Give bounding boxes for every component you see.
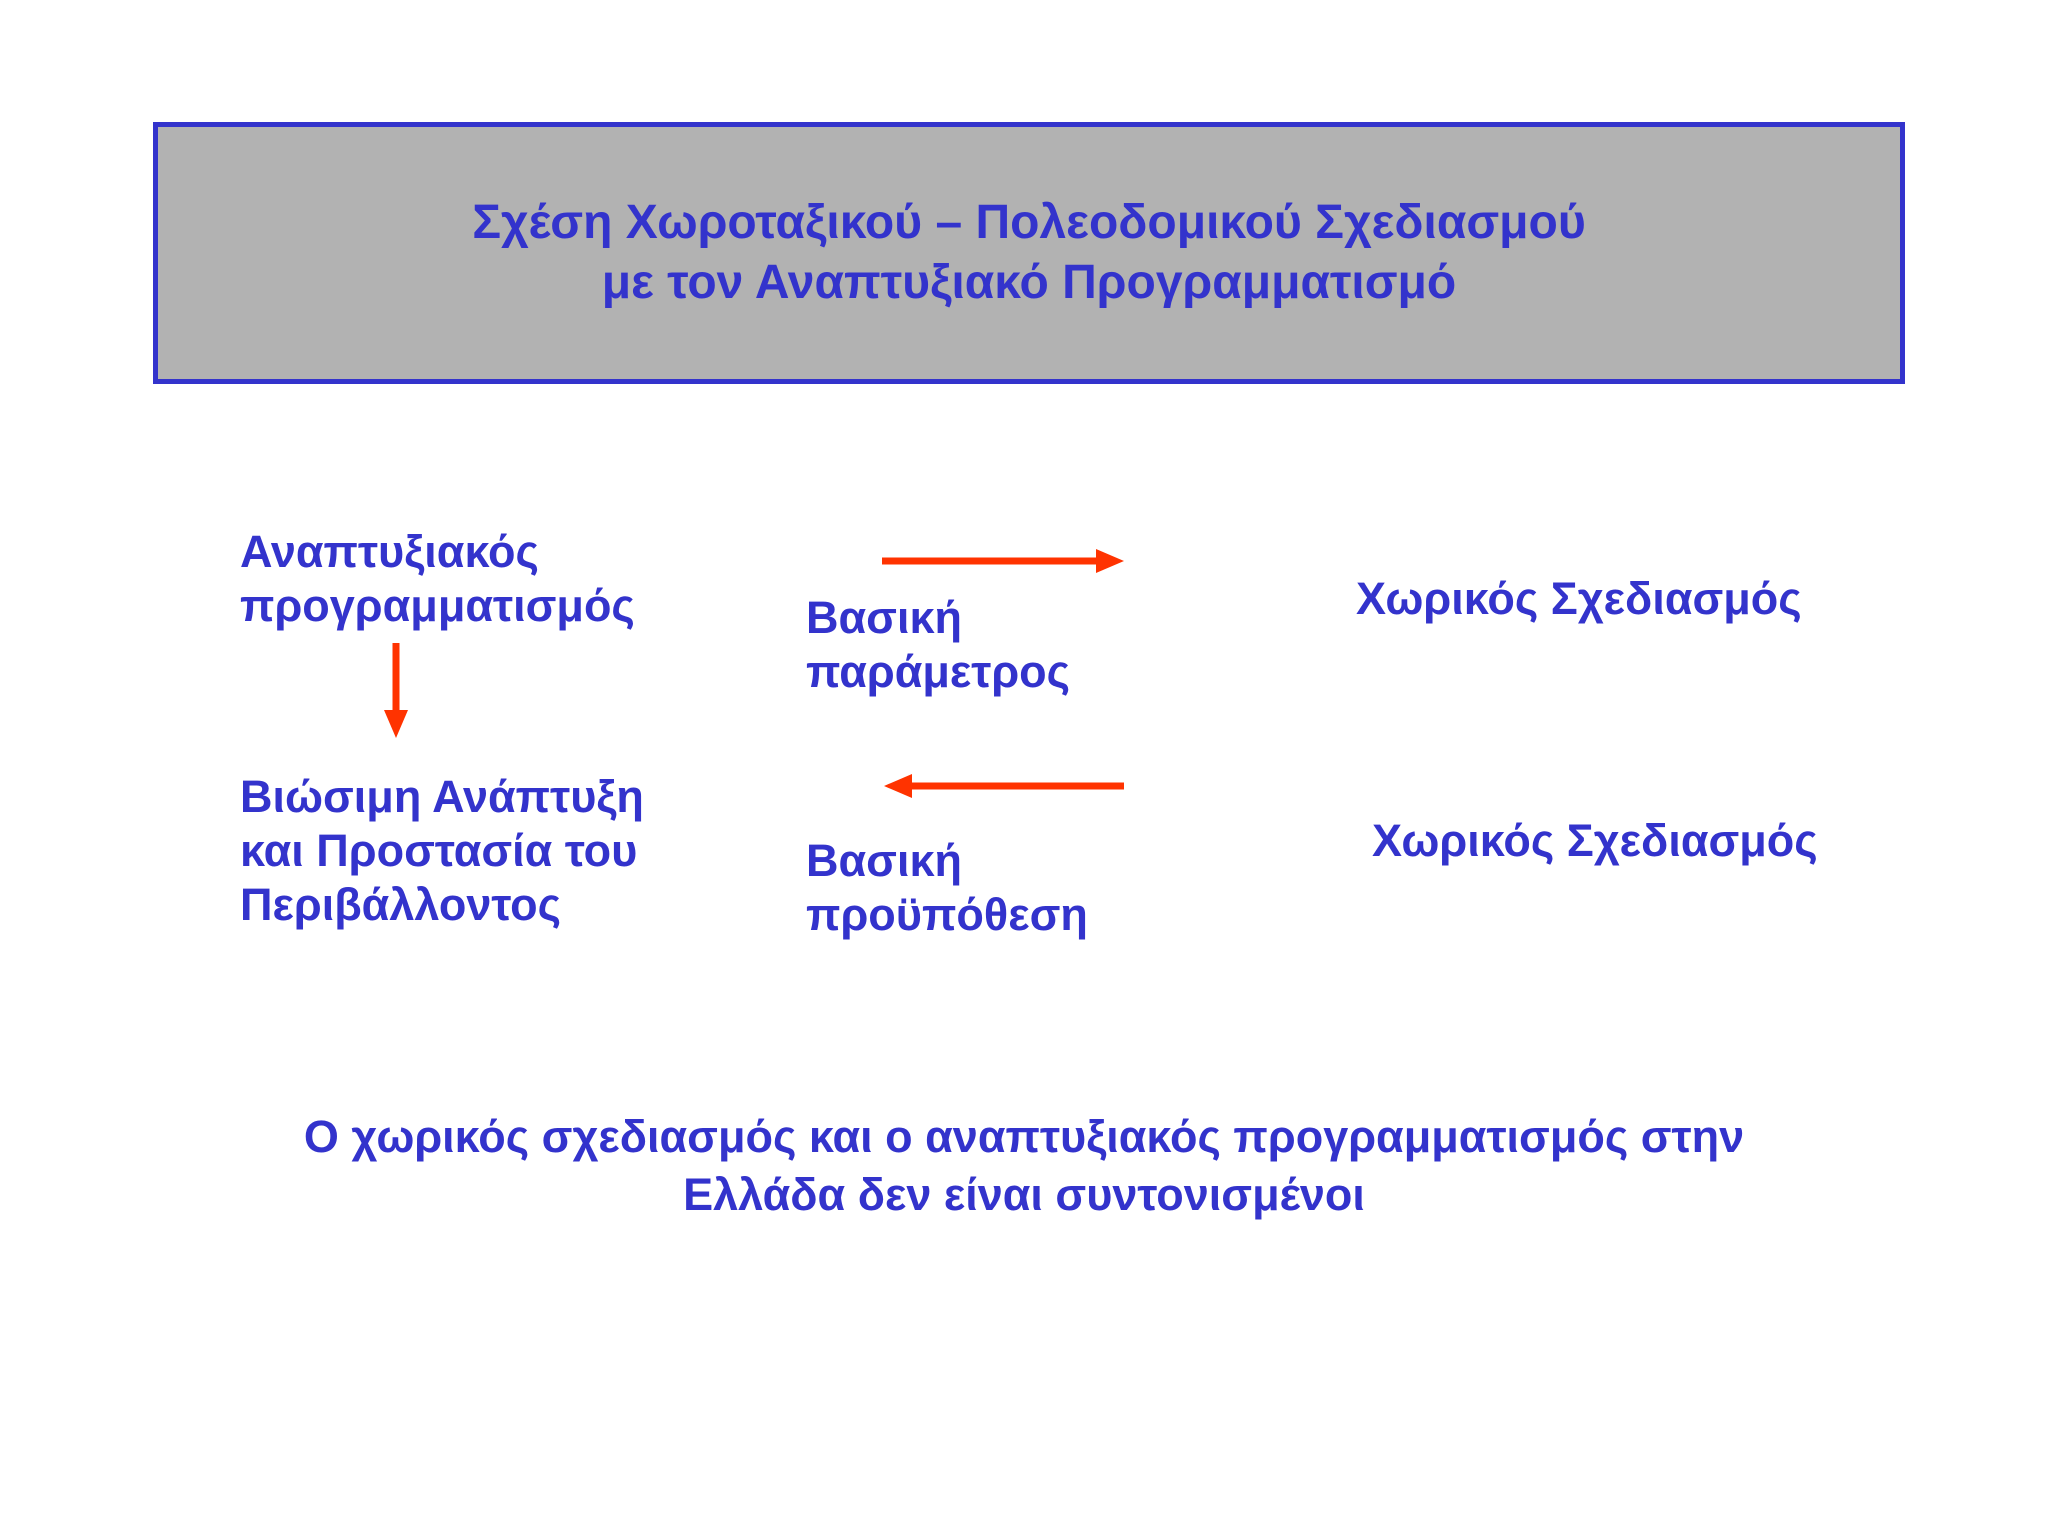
title-line-1: Σχέση Χωροταξικού – Πολεοδομικού Σχεδιασμού bbox=[472, 196, 1586, 249]
sustainable-line-2: και Προστασία του bbox=[240, 825, 638, 876]
parameter-line-1: Βασική bbox=[806, 592, 963, 643]
title-box bbox=[153, 122, 1905, 384]
arrow-down bbox=[384, 643, 408, 738]
spatial-planning-bottom: Χωρικός Σχεδιασμός bbox=[1372, 815, 1818, 866]
footer-statement bbox=[0, 1108, 2048, 1224]
title-line-2: με τον Αναπτυξιακό Προγραμματισμό bbox=[601, 256, 1457, 309]
arrow-left-head bbox=[884, 774, 912, 798]
arrow-right-head bbox=[1096, 549, 1124, 573]
arrow-right bbox=[882, 549, 1124, 573]
footer-line-1: Ο χωρικός σχεδιασμός και ο αναπτυξιακός προγραμματισμός στην bbox=[303, 1111, 1745, 1162]
sustainable-line-1: Βιώσιμη Ανάπτυξη bbox=[240, 771, 644, 822]
sustainable-line-3: Περιβάλλοντος bbox=[240, 879, 562, 930]
development-line-1: Αναπτυξιακός bbox=[240, 526, 539, 577]
development-planning-label bbox=[240, 525, 635, 633]
arrow-left bbox=[884, 774, 1124, 798]
parameter-line-2: παράμετρος bbox=[806, 646, 1071, 697]
spatial-planning-top: Χωρικός Σχεδιασμός bbox=[1356, 573, 1802, 624]
precondition-line-1: Βασική bbox=[806, 835, 963, 886]
sustainable-development-label bbox=[240, 770, 644, 932]
basic-parameter-label bbox=[806, 591, 1070, 699]
basic-precondition-label bbox=[806, 834, 1088, 942]
precondition-line-2: προϋπόθεση bbox=[806, 889, 1088, 940]
arrow-down-head bbox=[384, 710, 408, 738]
development-line-2: προγραμματισμός bbox=[240, 580, 635, 631]
footer-line-2: Ελλάδα δεν είναι συντονισμένοι bbox=[683, 1169, 1365, 1220]
